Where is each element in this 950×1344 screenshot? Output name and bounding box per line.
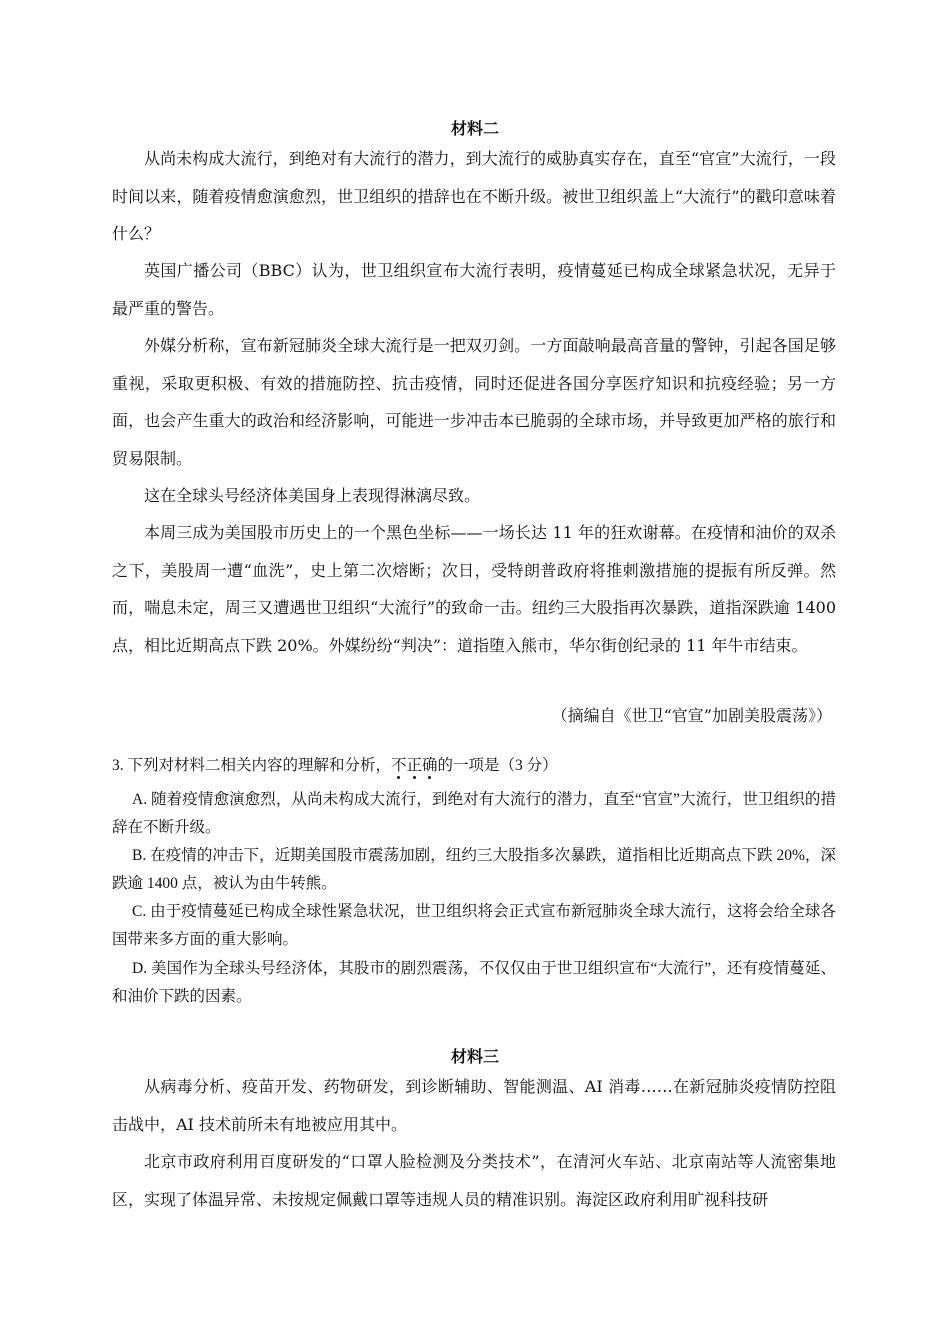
material3-paragraph-2: 北京市政府利用百度研发的“口罩人脸检测及分类技术”，在清河火车站、北京南站等人流密集地区，实现了体温异常、未按规定佩戴口罩等违规人员的精准识别。海淀区政府利用旷视科技研 xyxy=(112,1152,836,1209)
question-3-option-d: D. 美国作为全球头号经济体，其股市的剧烈震荡，不仅仅由于世卫组织宣布“大流行”，还有疫情蔓延、和油价下跌的因素。 xyxy=(112,960,836,1005)
material2-paragraph-2: 英国广播公司（BBC）认为，世卫组织宣布大流行表明，疫情蔓延已构成全球紧急状况，无异于最严重的警告。 xyxy=(112,261,836,318)
question-3-option-b: B. 在疫情的冲击下，近期美国股市震荡加剧，纽约三大股指多次暴跌，道指相比近期高点下跌 20%，深跌逾 1400 点，被认为由牛转熊。 xyxy=(112,847,836,892)
question-3-option-a: A. 随着疫情愈演愈烈，从尚未构成大流行，到绝对有大流行的潜力，直至“官宣”大流行，世卫组织的措辞在不断升级。 xyxy=(112,791,836,836)
emphasis-dots xyxy=(391,776,438,780)
question-3-stem xyxy=(112,752,836,780)
question-3-option-c: C. 由于疫情蔓延已构成全球性紧急状况，世卫组织将会正式宣布新冠肺炎全球大流行，这将会给全球各国带来多方面的重大影响。 xyxy=(112,903,836,948)
material2-paragraph-3: 外媒分析称，宣布新冠肺炎全球大流行是一把双刃剑。一方面敲响最高音量的警钟，引起各国足够重视，采取更积极、有效的措施防控、抗击疫情，同时还促进各国分享医疗知识和抗疫经验；另一方面，也会产生重大的政治和经济影响，可能进一步冲击本已脆弱的全球市场，并导致更加严格的旅行和贸易限制。 xyxy=(112,336,836,468)
material2-source-citation: （摘编自《世卫“官宣”加剧美股震荡》） xyxy=(551,706,832,725)
material2-paragraph-5: 本周三成为美国股市历史上的一个黑色坐标——一场长达 11 年的狂欢谢幕。在疫情和油价的双杀之下，美股周一遭“血洗”，史上第二次熔断；次日，受特朗普政府将推刺激措施的提振有所反弹。然而，喘息未定，周三又遭遇世卫组织“大流行”的致命一击。纽约三大股指再次暴跌，道指深跌逾 1400 点，相比近期高点下跌 20%。外媒纷纷“判决”：道指堕入熊市，华尔街创纪录的 11 年牛市结束。 xyxy=(112,523,836,655)
question-3-emphasis-text: 不正确 xyxy=(391,757,438,774)
question-3-emphasis xyxy=(391,757,438,774)
question-3-stem-end: 的一项是（3 分） xyxy=(437,757,558,774)
material3-paragraph-1: 从病毒分析、疫苗开发、药物研发，到诊断辅助、智能测温、AI 消毒……在新冠肺炎疫情防控阻击战中，AI 技术前所未有地被应用其中。 xyxy=(112,1077,836,1134)
question-3-stem-start: 3. 下列对材料二相关内容的理解和分析， xyxy=(112,757,392,774)
material2-paragraph-1: 从尚未构成大流行，到绝对有大流行的潜力，到大流行的威胁真实存在，直至“官宣”大流行，一段时间以来，随着疫情愈演愈烈，世卫组织的措辞也在不断升级。被世卫组织盖上“大流行”的戳印意味着什么？ xyxy=(112,149,836,243)
material3-title: 材料三 xyxy=(450,1047,499,1066)
material2-title: 材料二 xyxy=(450,119,499,138)
material2-paragraph-4: 这在全球头号经济体美国身上表现得淋漓尽致。 xyxy=(144,486,481,505)
